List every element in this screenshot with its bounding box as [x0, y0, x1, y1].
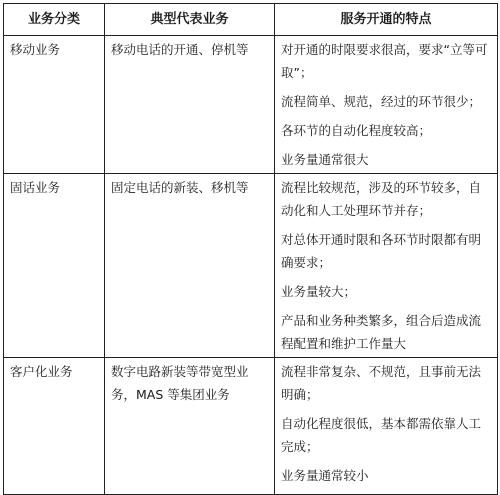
category-cell	[4, 358, 105, 495]
category-cell	[4, 36, 105, 174]
feature-item: 流程比较规范，涉及的环节较多，自动化和人工处理环节并存；	[281, 180, 482, 218]
table-row	[4, 358, 498, 495]
representative-cell	[105, 358, 275, 495]
service-provisioning-table	[3, 3, 498, 495]
header-features: 服务开通的特点	[275, 4, 498, 36]
feature-item: 对开通的时限要求很高，要求“立等可取”；	[281, 42, 488, 80]
representative-text: 固定电话的新装、移机等	[111, 180, 249, 195]
feature-item: 自动化程度很低，基本都需依靠人工完成；	[281, 416, 482, 454]
category-text: 固话业务	[10, 180, 61, 195]
representative-text: 移动电话的开通、停机等	[111, 42, 249, 57]
feature-item: 业务量较大；	[281, 284, 357, 299]
table-row	[4, 174, 498, 358]
feature-item: 流程非常复杂、不规范，且事前无法明确；	[281, 364, 482, 402]
feature-item: 业务量通常较小	[281, 468, 369, 483]
feature-item: 各环节的自动化程度较高；	[281, 123, 432, 138]
feature-item: 流程简单、规范，经过的环节很少；	[281, 94, 482, 109]
features-cell	[275, 36, 498, 174]
representative-cell	[105, 36, 275, 174]
category-text: 客户化业务	[10, 364, 73, 379]
header-category: 业务分类	[4, 4, 105, 36]
feature-item: 产品和业务种类繁多，组合后造成流程配置和维护工作量大	[281, 313, 482, 351]
category-cell	[4, 174, 105, 358]
category-text: 移动业务	[10, 42, 61, 57]
feature-item: 业务量通常很大	[281, 152, 369, 167]
features-cell	[275, 174, 498, 358]
features-cell	[275, 358, 498, 495]
header-representative: 典型代表业务	[105, 4, 275, 36]
table-row	[4, 36, 498, 174]
feature-item: 对总体开通时限和各环节时限都有明确要求；	[281, 232, 482, 270]
representative-cell	[105, 174, 275, 358]
representative-text: 数字电路新装等带宽型业务，MAS 等集团业务	[111, 364, 249, 402]
table-header-row	[4, 4, 498, 36]
